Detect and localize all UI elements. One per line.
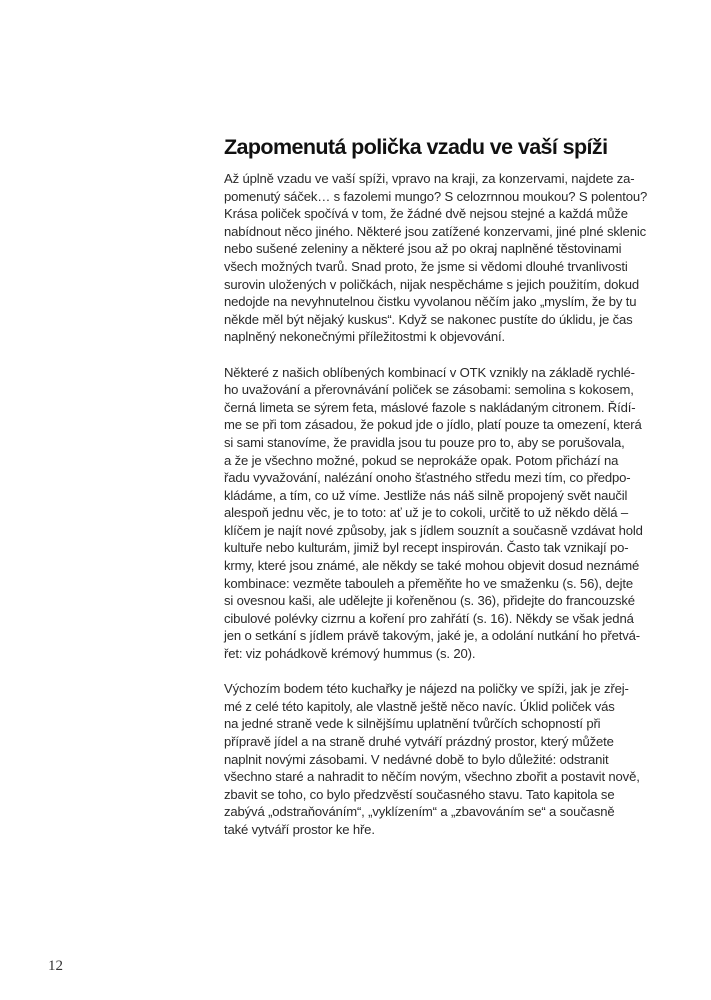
text-line: naplnit novými zásobami. V nedávné době to bylo důležité: odstranit	[224, 751, 609, 767]
text-line: pomenutý sáček… s fazolemi mungo? S celozrnnou moukou? S polentou?	[224, 188, 648, 204]
paragraph-3	[224, 680, 644, 838]
text-line: zabývá „odstraňováním“, „vyklízením“ a „zbavováním se“ a současně	[224, 804, 615, 820]
text-line: na jedné straně vede k silnějšímu uplatnění tvůrčích schopností při	[224, 716, 601, 732]
text-line: kládáme, a tím, co už víme. Jestliže nás náš silně propojený svět naučil	[224, 487, 628, 503]
text-line: mé z celé této kapitoly, ale vlastně ještě něco navíc. Úklid poliček vás	[224, 698, 615, 714]
text-line: Některé z našich oblíbených kombinací v OTK vznikly na základě rychlé-	[224, 364, 635, 380]
text-line: nabídnout něco jiného. Některé jsou zatížené konzervami, jiné plné sklenic	[224, 223, 646, 239]
text-line: řet: viz pohádkově krémový hummus (s. 20).	[224, 646, 476, 662]
text-line: nedojde na nevyhnutelnou čistku vyvolanou něčím jako „myslím, že by tu	[224, 294, 637, 310]
text-line: naplněný nekonečnými příležitostmi k objevování.	[224, 329, 506, 345]
text-line: řadu vyvažování, nalézání onoho šťastného středu mezi tím, co předpo-	[224, 470, 631, 486]
text-line: Výchozím bodem této kuchařky je nájezd na poličky ve spíži, jak je zřej-	[224, 681, 629, 697]
text-line: surovin uložených v poličkách, nijak nespěcháme s jejich použitím, dokud	[224, 276, 639, 292]
text-line: si sami stanovíme, že pravidla jsou tu pouze pro to, aby se porušovala,	[224, 434, 625, 450]
text-line: a že je všechno možné, pokud se neprokáže opak. Potom přichází na	[224, 452, 619, 468]
chapter-title: Zapomenutá polička vzadu ve vaší spíži	[224, 135, 608, 159]
text-line: kultuře nebo kulturám, jimiž byl recept inspirován. Často tak vznikají po-	[224, 540, 629, 556]
text-line: Krása poliček spočívá v tom, že žádné dvě nejsou stejné a každá může	[224, 206, 628, 222]
paragraph-2	[224, 364, 644, 663]
text-line: Až úplně vzadu ve vaší spíži, vpravo na kraji, za konzervami, najdete za-	[224, 171, 635, 186]
text-line: klíčem je najít nové způsoby, jak s jídlem souznít a současně vzdávat hold	[224, 522, 643, 538]
paragraph-1	[224, 170, 648, 346]
text-line: jen o setkání s jídlem právě takovým, jaké je, a odolání nutkání ho přetvá-	[224, 628, 640, 644]
text-line: všechno staré a nahradit to něčím novým, všechno zbořit a postavit nově,	[224, 769, 640, 785]
text-line: cibulové polévky cizrnu a koření pro zahřátí (s. 16). Někdy se však jedná	[224, 610, 634, 626]
text-line: me se při tom zásadou, že pokud jde o jídlo, platí pouze ta omezení, která	[224, 417, 642, 433]
text-line: černá limeta se sýrem feta, máslové fazole s nakládaným citronem. Řídí-	[224, 399, 636, 415]
text-line: nebo sušené zeleniny a některé jsou až po okraj naplněné těstovinami	[224, 241, 622, 257]
text-line: ho uvažování a přerovnávání poliček se zásobami: semolina s kokosem,	[224, 382, 634, 398]
text-line: přípravě jídel a na straně druhé vytváří prázdný prostor, který můžete	[224, 734, 614, 749]
body-text	[224, 170, 648, 856]
text-line: zbavit se toho, co bylo předzvěstí současného stavu. Tato kapitola se	[224, 786, 615, 802]
text-line: krmy, které jsou známé, ale někdy se také mohou objevit dosud neznámé	[224, 558, 640, 574]
text-line: všech možných tvarů. Snad proto, že jsme si vědomi dlouhé trvanlivosti	[224, 258, 628, 274]
text-line: si ovesnou kaši, ale udělejte ji kořeněnou (s. 36), přidejte do francouzské	[224, 593, 635, 609]
text-line: také vytváří prostor ke hře.	[224, 821, 375, 837]
text-line: alespoň jednu věc, je to toto: ať už je to cokoli, určitě to už někdo dělá –	[224, 505, 629, 521]
text-line: kombinace: vezměte tabouleh a přeměňte ho ve smaženku (s. 56), dejte	[224, 575, 634, 591]
page-number: 12	[48, 958, 63, 974]
text-line: někde měl být nějaký kuskus“. Když se nakonec pustíte do úklidu, je čas	[224, 311, 633, 327]
